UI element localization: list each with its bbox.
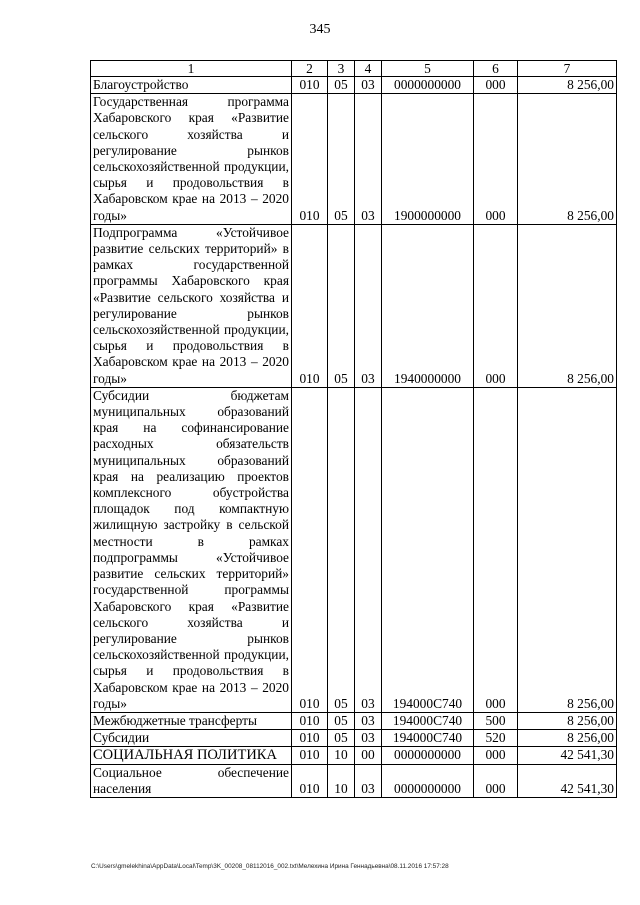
cell-subsection: 03: [355, 224, 382, 387]
cell-subsection: 00: [355, 747, 382, 764]
cell-target: 194000С740: [382, 712, 474, 729]
cell-subsection: 03: [355, 730, 382, 747]
cell-expense-type: 000: [474, 77, 518, 94]
cell-expense-type: 000: [474, 94, 518, 225]
cell-code: 010: [292, 387, 328, 712]
column-header: 5: [382, 61, 474, 77]
table-header-row: [91, 61, 617, 77]
cell-code: 010: [292, 730, 328, 747]
table-row: [91, 764, 617, 797]
cell-amount: 42 541,30: [518, 764, 617, 797]
row-name: Подпрограмма «Устойчивое развитие сельских территорий» в рамках государственной программы Хабаровского края «Развитие сельского хозяйства и регулирование рынков сельскохозяйственной продукции, сырья и продовольствия в Хабаровском крае на 2013 – 2020 годы»: [91, 224, 292, 387]
column-header: 6: [474, 61, 518, 77]
cell-amount: 8 256,00: [518, 94, 617, 225]
cell-amount: 8 256,00: [518, 712, 617, 729]
column-header: 7: [518, 61, 617, 77]
cell-subsection: 03: [355, 764, 382, 797]
cell-expense-type: 520: [474, 730, 518, 747]
cell-section: 10: [328, 747, 355, 764]
cell-subsection: 03: [355, 387, 382, 712]
cell-amount: 8 256,00: [518, 387, 617, 712]
cell-amount: 8 256,00: [518, 730, 617, 747]
row-name: Государственная программа Хабаровского края «Развитие сельского хозяйства и регулирование рынков сельскохозяйственной продукции, сырья и продовольствия в Хабаровском крае на 2013 – 2020 годы»: [91, 94, 292, 225]
cell-target: 1940000000: [382, 224, 474, 387]
cell-code: 010: [292, 764, 328, 797]
row-name: Благоустройство: [91, 77, 292, 94]
budget-table: [90, 60, 617, 798]
cell-subsection: 03: [355, 77, 382, 94]
column-header: 4: [355, 61, 382, 77]
cell-section: 05: [328, 77, 355, 94]
cell-target: 1900000000: [382, 94, 474, 225]
row-name: СОЦИАЛЬНАЯ ПОЛИТИКА: [91, 747, 292, 764]
column-header: 3: [328, 61, 355, 77]
table-row: [91, 730, 617, 747]
cell-section: 05: [328, 224, 355, 387]
table-row: [91, 387, 617, 712]
cell-section: 05: [328, 387, 355, 712]
table-row: [91, 94, 617, 225]
column-header: 2: [292, 61, 328, 77]
page-number: 345: [309, 22, 331, 37]
cell-expense-type: 000: [474, 387, 518, 712]
cell-expense-type: 000: [474, 224, 518, 387]
footer-file-path: C:\Users\gmelekhina\AppData\Local\Temp\3K_00208_08112016_002.txt\Мелехина Ирина Геннадьевна\08.11.2016 17:57:28: [91, 863, 449, 870]
cell-target: 194000С740: [382, 387, 474, 712]
cell-amount: 8 256,00: [518, 77, 617, 94]
table-row: [91, 77, 617, 94]
row-name: Межбюджетные трансферты: [91, 712, 292, 729]
table-row: [91, 747, 617, 764]
cell-target: 0000000000: [382, 747, 474, 764]
table-row: [91, 712, 617, 729]
row-name: Субсидии бюджетам муниципальных образований края на софинансирование расходных обязательств муниципальных образований края на реализацию проектов комплексного обустройства площадок под компактную жилищную застройку в сельской местности в рамках подпрограммы «Устойчивое развитие сельских территорий» государственной программы Хабаровского края «Развитие сельского хозяйства и регулирование рынков сельскохозяйственной продукции, сырья и продовольствия в Хабаровском крае на 2013 – 2020 годы»: [91, 387, 292, 712]
cell-code: 010: [292, 712, 328, 729]
row-name: Социальное обеспечение населения: [91, 764, 292, 797]
cell-target: 0000000000: [382, 764, 474, 797]
table-row: [91, 224, 617, 387]
cell-target: 194000С740: [382, 730, 474, 747]
cell-section: 10: [328, 764, 355, 797]
column-header: 1: [91, 61, 292, 77]
cell-expense-type: 000: [474, 747, 518, 764]
cell-code: 010: [292, 77, 328, 94]
cell-target: 0000000000: [382, 77, 474, 94]
cell-subsection: 03: [355, 712, 382, 729]
cell-expense-type: 000: [474, 764, 518, 797]
cell-section: 05: [328, 712, 355, 729]
cell-amount: 42 541,30: [518, 747, 617, 764]
cell-amount: 8 256,00: [518, 224, 617, 387]
cell-section: 05: [328, 94, 355, 225]
cell-code: 010: [292, 94, 328, 225]
cell-section: 05: [328, 730, 355, 747]
cell-code: 010: [292, 224, 328, 387]
row-name: Субсидии: [91, 730, 292, 747]
cell-code: 010: [292, 747, 328, 764]
cell-expense-type: 500: [474, 712, 518, 729]
cell-subsection: 03: [355, 94, 382, 225]
